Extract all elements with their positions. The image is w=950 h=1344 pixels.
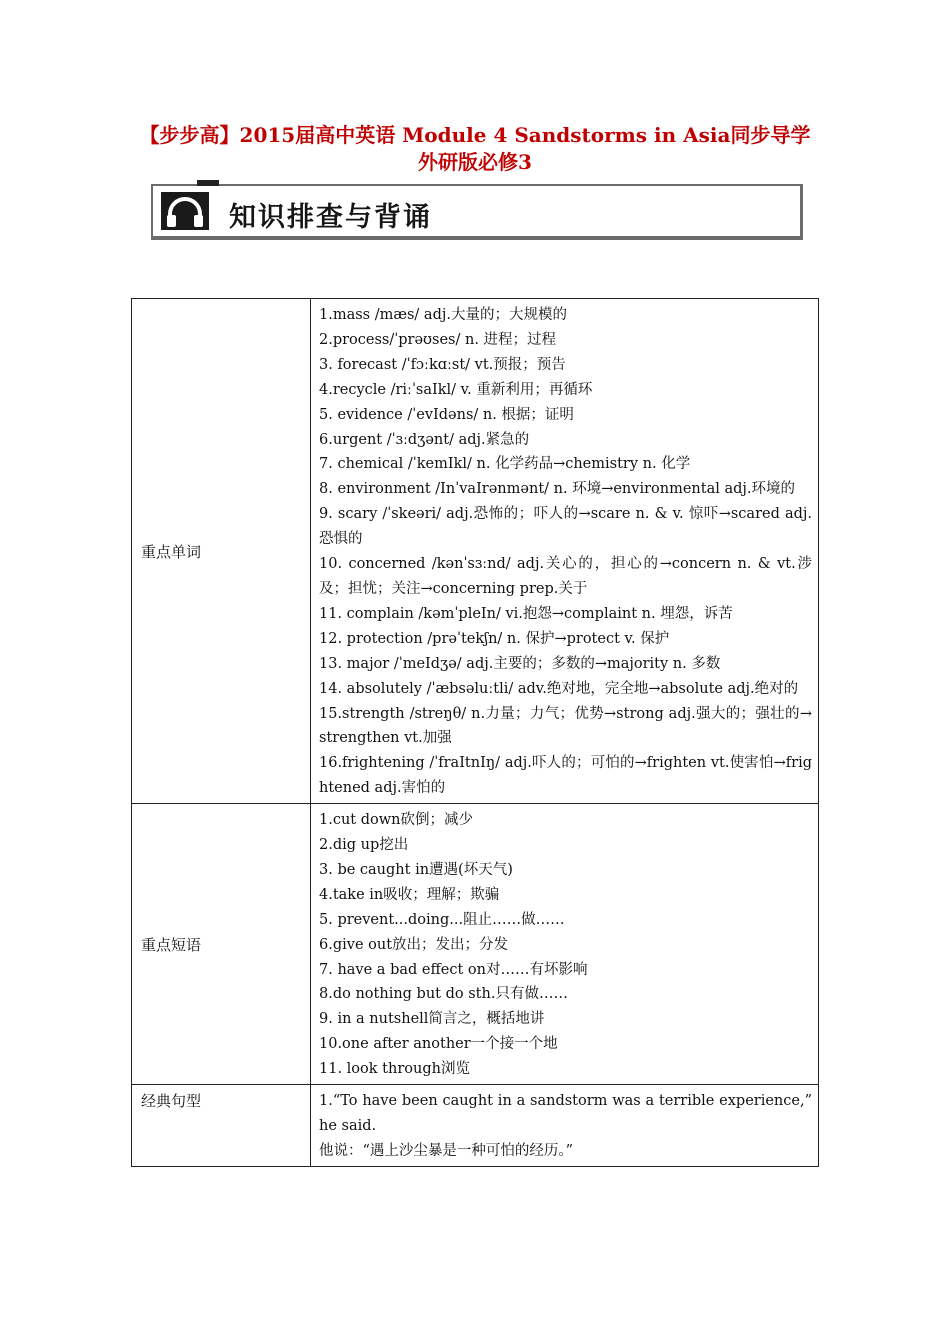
list-item: 13. major /ˈmeIdʒə/ adj.主要的；多数的→majority n. 多数: [319, 655, 721, 672]
list-item: 6.urgent /ˈɜːdʒənt/ adj.紧急的: [319, 431, 530, 448]
list-item: 8. environment /InˈvaIrənmənt/ n. 环境→environmental adj.环境的: [319, 481, 796, 498]
list-item: 他说：“遇上沙尘暴是一种可怕的经历。”: [319, 1142, 574, 1159]
banner-tab-mark: [197, 180, 219, 186]
document-title-line1: 【步步高】2015届高中英语 Module 4 Sandstorms in Asia同步导学: [139, 123, 811, 147]
headphones-icon: [161, 192, 209, 230]
list-item: 15.strength /streŋθ/ n.力量；力气；优势→strong adj.强大的；强壮的→strengthen vt.加强: [319, 705, 812, 747]
list-item: 1.mass /mæs/ adj.大量的；大规模的: [319, 307, 567, 323]
items-cell: [311, 299, 819, 804]
category-cell: 重点单词: [132, 299, 311, 804]
list-item: 2.process/ˈprəʊses/ n. 进程；过程: [319, 331, 557, 348]
list-item: 1.“To have been caught in a sandstorm was a terrible experience,” he said.: [319, 1093, 812, 1134]
category-cell: 重点短语: [132, 804, 311, 1085]
list-item: 3. forecast /ˈfɔːkɑːst/ vt.预报；预告: [319, 356, 566, 373]
list-item: 6.give out放出；发出；分发: [319, 936, 509, 953]
list-item: 10. concerned /kənˈsɜːnd/ adj.关心的，担心的→concern n. & vt.涉及；担忧；关注→concerning prep.关于: [319, 556, 812, 597]
document-title: [100, 122, 850, 176]
knowledge-table: [131, 298, 819, 1167]
list-item: 9. in a nutshell简言之，概括地讲: [319, 1011, 545, 1028]
list-item: 4.recycle /riːˈsaIkl/ v. 重新利用；再循环: [319, 381, 593, 398]
list-item: 10.one after another一个接一个地: [319, 1036, 558, 1053]
items-cell: [311, 1085, 819, 1167]
list-item: 11. look through浏览: [319, 1061, 470, 1078]
category-cell: 经典句型: [132, 1085, 311, 1167]
list-item: 3. be caught in遭遇(坏天气): [319, 861, 513, 878]
list-item: 8.do nothing but do sth.只有做……: [319, 986, 568, 1003]
section-banner: [151, 184, 803, 240]
list-item: 2.dig up挖出: [319, 837, 409, 854]
list-item: 12. protection /prəˈtekʃn/ n. 保护→protect v. 保护: [319, 630, 670, 647]
list-item: 14. absolutely /ˈæbsəluːtli/ adv.绝对地，完全地→absolute adj.绝对的: [319, 680, 799, 697]
list-item: 9. scary /ˈskeəri/ adj.恐怖的；吓人的→scare n. & v. 惊吓→scared adj.恐惧的: [319, 506, 812, 548]
table-row: [132, 299, 819, 804]
banner-title: 知识排查与背诵: [229, 202, 432, 233]
list-item: 5. evidence /ˈevIdəns/ n. 根据；证明: [319, 406, 574, 423]
list-item: 11. complain /kəmˈpleIn/ vi.抱怨→complaint n. 埋怨，诉苦: [319, 605, 733, 622]
table-row: [132, 1085, 819, 1167]
list-item: 1.cut down砍倒；减少: [319, 812, 473, 829]
list-item: 4.take in吸收；理解；欺骗: [319, 886, 500, 903]
table-row: [132, 804, 819, 1085]
document-title-line2: 外研版必修3: [418, 150, 532, 174]
list-item: 7. chemical /ˈkemIkl/ n. 化学药品→chemistry n. 化学: [319, 456, 691, 473]
list-item: 7. have a bad effect on对……有坏影响: [319, 961, 588, 978]
list-item: 16.frightening /ˈfraItnIŋ/ adj.吓人的；可怕的→frighten vt.使害怕→frightened adj.害怕的: [319, 755, 812, 797]
list-item: 5. prevent...doing...阻止……做……: [319, 911, 565, 928]
items-cell: [311, 804, 819, 1085]
